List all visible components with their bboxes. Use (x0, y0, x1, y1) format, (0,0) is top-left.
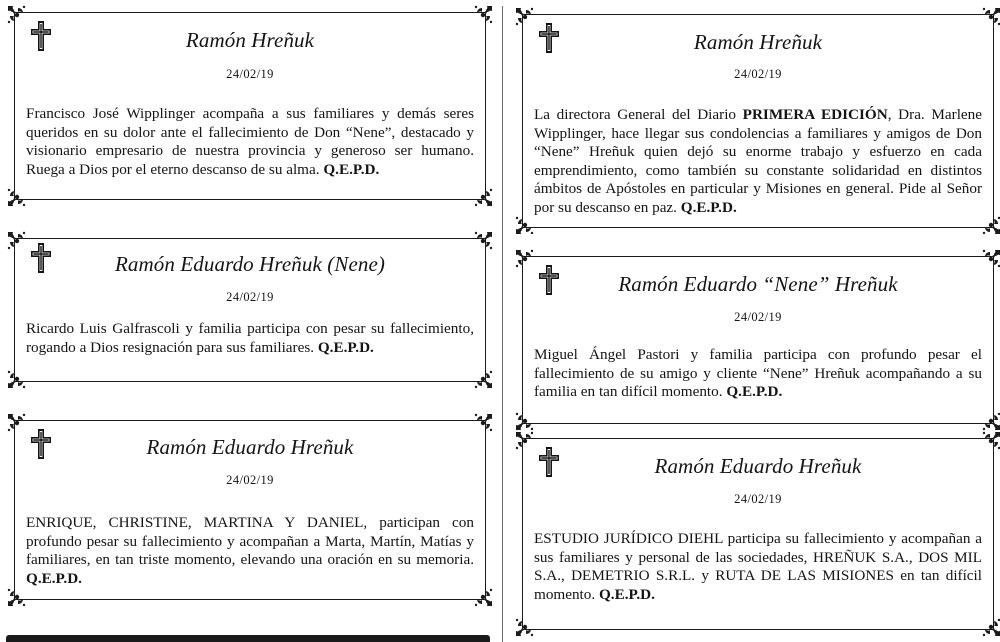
corner-ornament-icon (6, 412, 28, 434)
obituary-notice (8, 232, 492, 388)
corner-ornament-icon (980, 410, 1000, 432)
corner-ornament-icon (980, 6, 1000, 28)
corner-ornament-icon (514, 616, 536, 638)
corner-ornament-icon (980, 430, 1000, 452)
notice-text: ESTUDIO JURÍDICO DIEHL participa su fallecimiento y acompañan a sus familiares y personal de las sociedades, HREÑUK S.A., DOS MIL S.A., DEMETRIO S.R.L. y RUTA DE LAS MISIONES en tan difícil momento. Q.E.P.D. (534, 530, 982, 603)
notice-date: 24/02/19 (226, 67, 274, 81)
qepd-label: Q.E.P.D. (323, 160, 380, 178)
corner-ornament-icon (6, 586, 28, 608)
obituary-notice (516, 432, 1000, 636)
notice-text: Ricardo Luis Galfrascoli y familia participa con pesar su fallecimiento, rogando a Dios resignación para sus familiares. Q.E.P.D. (26, 320, 474, 356)
qepd-label: Q.E.P.D. (680, 198, 737, 216)
obituary-notice (516, 250, 1000, 430)
corner-ornament-icon (6, 368, 28, 390)
qepd-label: Q.E.P.D. (726, 383, 783, 400)
corner-ornament-icon (980, 616, 1000, 638)
notice-title: Ramón Hreñuk (693, 30, 823, 54)
column-divider (502, 6, 503, 642)
corner-ornament-icon (6, 4, 28, 26)
corner-ornament-icon (514, 214, 536, 236)
corner-ornament-icon (472, 586, 494, 608)
notice-date: 24/02/19 (734, 492, 782, 506)
corner-ornament-icon (472, 186, 494, 208)
notice-title: Ramón Hreñuk (185, 28, 315, 52)
corner-ornament-icon (6, 230, 28, 252)
corner-ornament-icon (514, 430, 536, 452)
corner-ornament-icon (6, 186, 28, 208)
next-notice-edge (6, 635, 490, 642)
notice-text: La directora General del Diario PRIMERA EDICIÓN, Dra. Marlene Wipplinger, hace llegar sus condolencias a familiares y amigos de Don “Nene” Hreñuk quien dejó su enorme trabajo y esfuerzo en cada emprendimiento, como también su constante solidaridad en distintos ámbitos de Apóstoles en particular y Misiones en general. Pide al Señor por su descanso en paz. Q.E.P.D. (534, 106, 982, 216)
notice-title: Ramón Eduardo “Nene” Hreñuk (618, 272, 898, 296)
notice-title: Ramón Eduardo Hreñuk (654, 454, 862, 478)
corner-ornament-icon (472, 230, 494, 252)
corner-ornament-icon (514, 248, 536, 270)
qepd-label: Q.E.P.D. (598, 585, 655, 603)
obituary-notice (8, 414, 492, 606)
obituary-notice (516, 8, 1000, 234)
newspaper-name: PRIMERA EDICIÓN (742, 106, 888, 123)
qepd-label: Q.E.P.D. (26, 569, 82, 587)
corner-ornament-icon (472, 368, 494, 390)
notice-date: 24/02/19 (734, 67, 782, 81)
notice-title: Ramón Eduardo Hreñuk (146, 435, 354, 459)
obituary-notice (8, 6, 492, 206)
corner-ornament-icon (980, 214, 1000, 236)
corner-ornament-icon (980, 248, 1000, 270)
notice-date: 24/02/19 (226, 473, 274, 487)
corner-ornament-icon (472, 4, 494, 26)
notice-date: 24/02/19 (734, 310, 782, 324)
notice-date: 24/02/19 (226, 290, 274, 304)
corner-ornament-icon (472, 412, 494, 434)
corner-ornament-icon (514, 6, 536, 28)
qepd-label: Q.E.P.D. (317, 338, 374, 356)
notice-title: Ramón Eduardo Hreñuk (Nene) (115, 252, 385, 276)
corner-ornament-icon (514, 410, 536, 432)
notice-text: ENRIQUE, CHRISTINE, MARTINA Y DANIEL, participan con profundo pesar su fallecimiento y acompañan a Marta, Martín, Matías y familiares, en tan triste momento, elevando una oración en su memoria. Q.E.P.D. (26, 514, 474, 587)
notice-text: Francisco José Wipplinger acompaña a sus familiares y demás seres queridos en su dolor ante el fallecimiento de Don “Nene”, destacado y visionario empresario de nuestra provincia y generoso ser humano. Ruega a Dios por el eterno descanso de su alma. Q.E.P.D. (26, 105, 474, 178)
notice-text: Miguel Ángel Pastori y familia participa con profundo pesar el fallecimiento de su amigo y cliente “Nene” Hreñuk acompañando a su familia en tan difícil momento. Q.E.P.D. (534, 346, 982, 400)
